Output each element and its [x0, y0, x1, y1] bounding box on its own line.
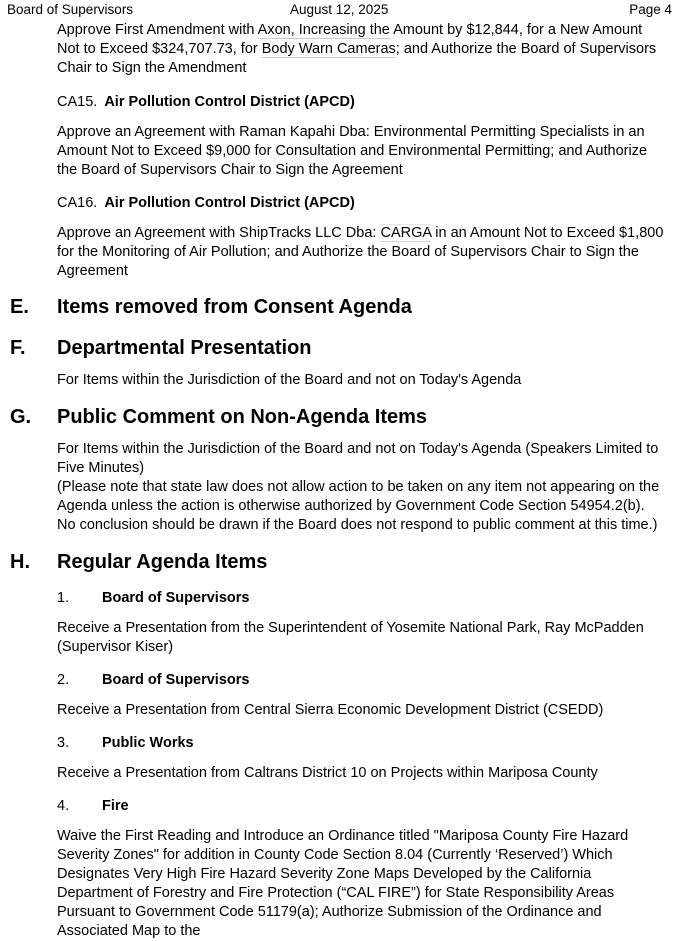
- section-h-letter: H.: [10, 551, 30, 573]
- regular-item-3-department: Public Works: [102, 735, 194, 751]
- header-board-name: Board of Supervisors: [7, 2, 134, 17]
- consent-item-ca16-heading: [57, 195, 355, 211]
- regular-item-1-text: Receive a Presentation from the Superintendent of Yosemite National Park, Ray McPadden (Supervisor Kiser): [57, 620, 644, 655]
- section-g-note: (Please note that state law does not allow action to be taken on any item not appearing on the Agenda unless the action is otherwise authorized by Government Code Section 54954.2(b). No conclusion should be drawn if the Board does not respond to public comment at this time.): [57, 479, 660, 533]
- consent-item-axon-text: Approve First Amendment with Axon, Increasing the Amount by $12,844, for a New Amount Not to Exceed $324,707.73, for Body Warn Cameras; and Authorize the Board of Supervisors Chair to Sign the Amendment: [57, 22, 657, 76]
- regular-item-3-number: 3.: [57, 735, 70, 751]
- consent-item-ca15-heading: [57, 94, 355, 110]
- consent-item-ca16-text: Approve an Agreement with ShipTracks LLC Dba: CARGA in an Amount Not to Exceed $1,800 for the Monitoring of Air Pollution; and Authorize the Board of Supervisors Chair to Sign the Agreement: [57, 225, 664, 279]
- section-f-title: Departmental Presentation: [57, 337, 312, 359]
- page-header: [7, 2, 672, 20]
- regular-item-1-department: Board of Supervisors: [102, 590, 250, 606]
- axon-link[interactable]: Axon, Increasing the: [257, 22, 390, 38]
- ca16-department: Air Pollution Control District (APCD): [104, 195, 355, 211]
- regular-item-2-department: Board of Supervisors: [102, 672, 250, 688]
- section-e-title: Items removed from Consent Agenda: [57, 296, 412, 318]
- section-g-letter: G.: [10, 406, 32, 428]
- regular-item-2-text: Receive a Presentation from Central Sierra Economic Development District (CSEDD): [57, 702, 604, 718]
- ca15-code: CA15.: [57, 94, 98, 110]
- header-page-number: Page 4: [629, 2, 672, 17]
- section-f-letter: F.: [10, 337, 26, 359]
- body-cameras-link[interactable]: Body Warn Cameras: [261, 41, 396, 57]
- carga-link[interactable]: CARGA: [380, 225, 432, 241]
- header-date: August 12, 2025: [290, 2, 389, 17]
- section-g-title: Public Comment on Non-Agenda Items: [57, 406, 428, 428]
- section-e-letter: E.: [10, 296, 29, 318]
- ca15-department: Air Pollution Control District (APCD): [104, 94, 355, 110]
- section-g-text: For Items within the Jurisdiction of the Board and not on Today's Agenda (Speakers Limited to Five Minutes): [57, 441, 659, 476]
- regular-item-1-number: 1.: [57, 590, 70, 606]
- ca16-code: CA16.: [57, 195, 98, 211]
- regular-item-4-department: Fire: [102, 798, 129, 814]
- regular-item-4-text: Waive the First Reading and Introduce an Ordinance titled "Mariposa County Fire Hazard Severity Zones" for addition in County Code Section 8.04 (Currently ‘Reserved’) Which Designates Very High Fire Hazard Severity Zone Maps Developed by the California Department of Forestry and Fire Protection (“CAL FIRE”) for State Responsibility Areas Pursuant to Government Code 51179(a); Authorize Submission of the Ordinance and Associated Map to the: [57, 828, 629, 939]
- section-h-title: Regular Agenda Items: [57, 551, 268, 573]
- section-f-text: For Items within the Jurisdiction of the Board and not on Today's Agenda: [57, 372, 522, 388]
- regular-item-3-text: Receive a Presentation from Caltrans District 10 on Projects within Mariposa County: [57, 765, 598, 781]
- regular-item-2-number: 2.: [57, 672, 70, 688]
- regular-item-4-number: 4.: [57, 798, 70, 814]
- consent-item-ca15-text: Approve an Agreement with Raman Kapahi Dba: Environmental Permitting Specialists in an Amount Not to Exceed $9,000 for Consultation and Environmental Permitting; and Authorize the Board of Supervisors Chair to Sign the Agreement: [57, 124, 648, 178]
